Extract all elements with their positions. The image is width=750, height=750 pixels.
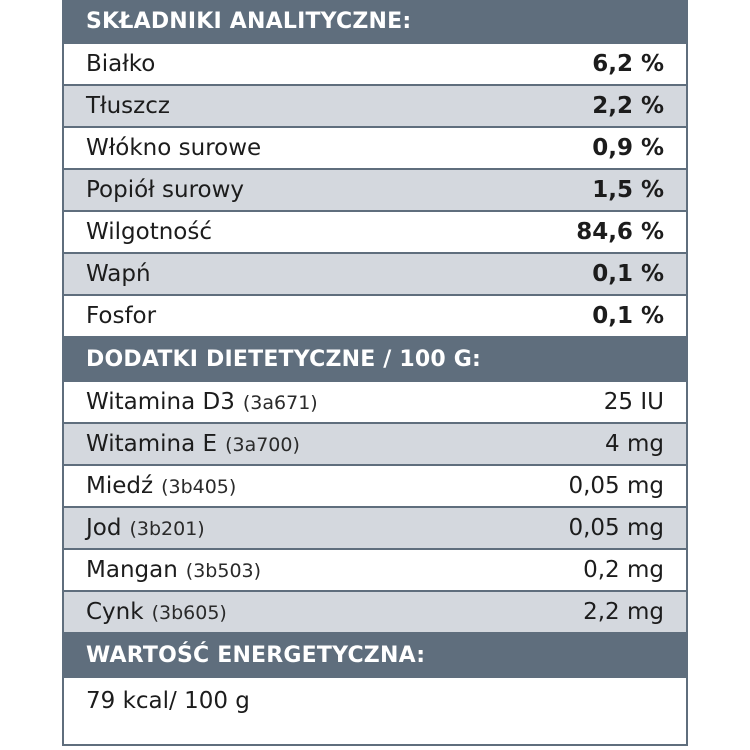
additive-name: Witamina E [86,431,218,457]
analytical-header [64,0,686,44]
row-value: 6,2 % [592,51,664,77]
energy-row [64,678,686,724]
row-value: 0,1 % [592,261,664,287]
additive-name: Cynk [86,599,144,625]
table-row [64,424,686,466]
nutrition-table [62,0,688,746]
row-value: 25 IU [603,389,664,415]
table-row [64,592,686,634]
table-row [64,170,686,212]
additive-name: Witamina D3 [86,389,235,415]
row-value: 0,1 % [592,303,664,329]
row-value: 4 mg [605,431,664,457]
additive-code: (3b503) [185,560,262,582]
energy-value: 79 kcal/ 100 g [86,688,250,714]
row-label [86,473,236,499]
energy-header [64,634,686,678]
row-value: 0,05 mg [568,515,664,541]
additive-name: Mangan [86,557,178,583]
row-label [86,557,261,583]
table-row [64,466,686,508]
row-value: 2,2 mg [583,599,664,625]
energy-title: WARTOŚĆ ENERGETYCZNA: [86,642,426,668]
table-row [64,550,686,592]
row-label [86,431,300,457]
row-label: Popiół surowy [86,177,245,203]
row-value: 84,6 % [576,219,664,245]
additive-code: (3b201) [129,518,205,540]
row-value: 1,5 % [592,177,664,203]
row-value: 0,9 % [592,135,664,161]
row-label: Wapń [86,261,151,287]
table-row [64,128,686,170]
row-label [86,599,227,625]
row-label [86,389,318,415]
additive-code: (3a671) [242,392,318,414]
additive-code: (3b605) [151,602,227,624]
additives-header [64,338,686,382]
table-row [64,86,686,128]
additive-name: Miedź [86,473,154,499]
table-row [64,254,686,296]
row-value: 2,2 % [592,93,664,119]
row-label: Wilgotność [86,219,212,245]
row-value: 0,2 mg [583,557,664,583]
row-label [86,515,205,541]
row-label: Fosfor [86,303,157,329]
row-value: 0,05 mg [568,473,664,499]
row-label: Białko [86,51,156,77]
additives-title: DODATKI DIETETYCZNE / 100 G: [86,346,482,372]
additive-code: (3a700) [225,434,300,456]
table-row [64,44,686,86]
table-row [64,382,686,424]
row-label: Tłuszcz [86,93,170,119]
analytical-title: SKŁADNIKI ANALITYCZNE: [86,8,412,34]
additive-name: Jod [86,515,122,541]
row-label: Włókno surowe [86,135,262,161]
additive-code: (3b405) [161,476,237,498]
table-row [64,212,686,254]
table-row [64,508,686,550]
table-row [64,296,686,338]
